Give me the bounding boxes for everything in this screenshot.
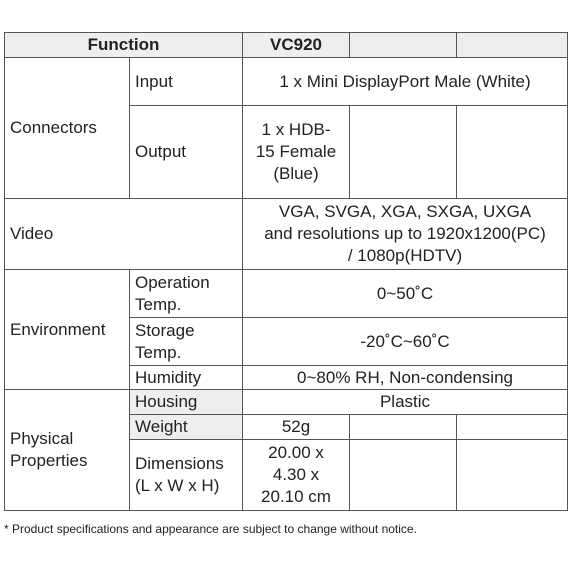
humidity-label: Humidity xyxy=(130,366,243,390)
output-value-line: 15 Female xyxy=(255,142,337,161)
video-value xyxy=(243,199,568,270)
input-value: 1 x Mini DisplayPort Male (White) xyxy=(243,58,568,106)
empty-cell xyxy=(350,415,457,440)
housing-row xyxy=(5,390,568,415)
storage-temp-label-line: Storage xyxy=(135,320,195,340)
storage-temp-label-line: Temp. xyxy=(135,342,182,362)
spec-table xyxy=(4,32,568,511)
dimensions-label xyxy=(130,440,243,511)
physical-label-line: Physical xyxy=(10,429,74,448)
storage-temp-value: -20˚C~60˚C xyxy=(243,318,568,366)
output-value-line: 1 x HDB- xyxy=(261,120,331,139)
footnote: * Product specifications and appearance are subject to change without notice. xyxy=(4,522,417,536)
physical-properties-label xyxy=(5,390,130,511)
operation-temp-row xyxy=(5,270,568,318)
video-value-line: and resolutions up to 1920x1200(PC) xyxy=(264,224,546,243)
dimensions-value-line: 20.00 x xyxy=(268,443,324,462)
header-row xyxy=(5,33,568,58)
model-header: VC920 xyxy=(243,33,350,58)
empty-cell xyxy=(350,440,457,511)
environment-label: Environment xyxy=(5,270,130,390)
operation-temp-label-line: Temp. xyxy=(135,294,182,314)
housing-label: Housing xyxy=(130,390,243,415)
dimensions-value-line: 4.30 x xyxy=(272,465,320,484)
empty-cell xyxy=(457,415,568,440)
physical-label-line: Properties xyxy=(10,451,88,470)
weight-label: Weight xyxy=(130,415,243,440)
empty-cell xyxy=(350,106,457,199)
dimensions-value-line: 20.10 cm xyxy=(261,487,331,506)
operation-temp-label-line: Operation xyxy=(135,272,210,292)
empty-cell xyxy=(457,106,568,199)
video-row xyxy=(5,199,568,270)
input-label: Input xyxy=(130,58,243,106)
video-value-line: / 1080p(HDTV) xyxy=(347,246,463,265)
humidity-value: 0~80% RH, Non-condensing xyxy=(243,366,568,390)
video-value-line: VGA, SVGA, XGA, SXGA, UXGA xyxy=(278,202,532,221)
dimensions-label-line: Dimensions xyxy=(135,454,224,473)
operation-temp-value: 0~50˚C xyxy=(243,270,568,318)
output-value xyxy=(243,106,350,199)
empty-header-cell xyxy=(350,33,457,58)
connectors-label: Connectors xyxy=(5,58,130,199)
output-label: Output xyxy=(130,106,243,199)
dimensions-label-line: (L x W x H) xyxy=(135,476,220,495)
output-value-line: (Blue) xyxy=(273,164,319,183)
empty-header-cell xyxy=(457,33,568,58)
operation-temp-label xyxy=(130,270,243,318)
storage-temp-label xyxy=(130,318,243,366)
empty-cell xyxy=(457,440,568,511)
video-label: Video xyxy=(5,199,243,270)
dimensions-value xyxy=(243,440,350,511)
connectors-input-row xyxy=(5,58,568,106)
weight-value: 52g xyxy=(243,415,350,440)
housing-value: Plastic xyxy=(243,390,568,415)
function-header: Function xyxy=(5,33,243,58)
